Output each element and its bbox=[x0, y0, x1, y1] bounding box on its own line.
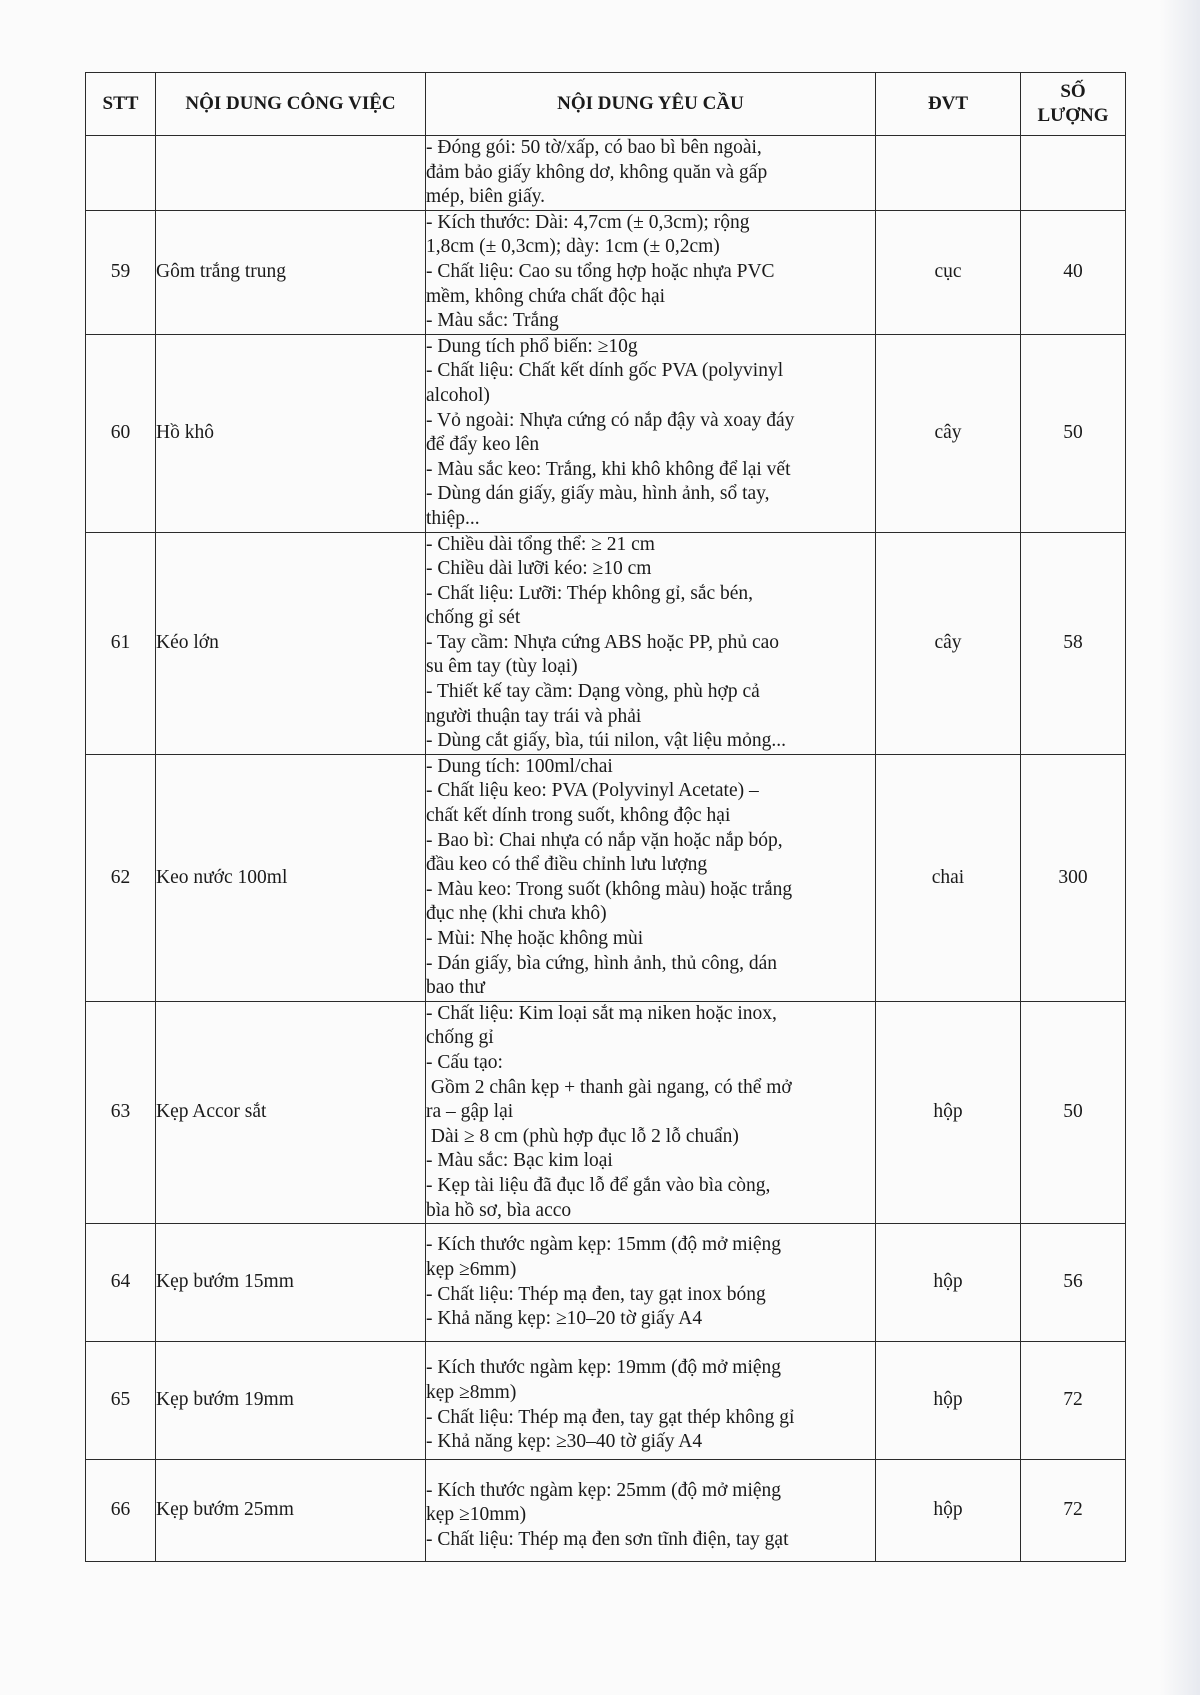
row-unit: chai bbox=[876, 754, 1021, 1001]
requirement-line: - Chiều dài lưỡi kéo: ≥10 cm bbox=[426, 558, 652, 580]
header-unit: ĐVT bbox=[876, 73, 1021, 136]
requirement-line: - Khả năng kẹp: ≥10–20 tờ giấy A4 bbox=[426, 1308, 703, 1330]
requirement-line: chống gỉ sét bbox=[426, 607, 521, 629]
requirement-line: - Chất liệu: Cao su tổng hợp hoặc nhựa PVC bbox=[426, 260, 775, 282]
requirement-line: - Kẹp tài liệu đã đục lỗ để gắn vào bìa còng, bbox=[426, 1174, 771, 1196]
row-quantity: 58 bbox=[1021, 532, 1126, 754]
table-row bbox=[86, 334, 1126, 532]
requirement-line: - Vỏ ngoài: Nhựa cứng có nắp đậy và xoay đáy bbox=[426, 409, 795, 431]
requirement-line: kẹp ≥10mm) bbox=[426, 1504, 527, 1526]
row-requirements bbox=[426, 1460, 876, 1562]
row-task-name: Hồ khô bbox=[156, 334, 426, 532]
row-requirements bbox=[426, 136, 876, 211]
row-quantity: 56 bbox=[1021, 1224, 1126, 1342]
row-number: 61 bbox=[86, 532, 156, 754]
requirement-line: - Tay cầm: Nhựa cứng ABS hoặc PP, phủ cao bbox=[426, 631, 780, 653]
row-unit: hộp bbox=[876, 1342, 1021, 1460]
requirement-line: - Kích thước ngàm kẹp: 19mm (độ mở miệng bbox=[426, 1357, 782, 1379]
row-task-name: Keo nước 100ml bbox=[156, 754, 426, 1001]
row-requirements bbox=[426, 1001, 876, 1223]
requirement-line: chất kết dính trong suốt, không độc hại bbox=[426, 805, 731, 827]
row-requirements bbox=[426, 532, 876, 754]
requirement-line: - Màu sắc keo: Trắng, khi khô không để lại vết bbox=[426, 458, 791, 480]
row-number: 64 bbox=[86, 1224, 156, 1342]
requirement-line: chống gỉ bbox=[426, 1027, 494, 1049]
requirement-line: đầu keo có thể điều chỉnh lưu lượng bbox=[426, 854, 708, 876]
row-unit: hộp bbox=[876, 1460, 1021, 1562]
row-unit bbox=[876, 136, 1021, 211]
header-quantity-line1: SỐ bbox=[1060, 81, 1086, 102]
specification-table bbox=[85, 72, 1126, 1562]
requirement-line: - Dung tích phổ biến: ≥10g bbox=[426, 335, 638, 357]
header-quantity bbox=[1021, 73, 1126, 136]
requirement-line: để đẩy keo lên bbox=[426, 434, 540, 456]
row-requirements bbox=[426, 1342, 876, 1460]
row-unit: hộp bbox=[876, 1001, 1021, 1223]
row-number: 66 bbox=[86, 1460, 156, 1562]
row-quantity: 72 bbox=[1021, 1460, 1126, 1562]
requirement-line: - Màu keo: Trong suốt (không màu) hoặc trắng bbox=[426, 878, 793, 900]
requirement-line: - Cấu tạo: bbox=[426, 1051, 503, 1073]
row-quantity: 50 bbox=[1021, 334, 1126, 532]
requirement-line: ra – gập lại bbox=[426, 1101, 514, 1123]
requirement-line: Dài ≥ 8 cm (phù hợp đục lỗ 2 lỗ chuẩn) bbox=[426, 1125, 739, 1147]
requirement-line: su êm tay (tùy loại) bbox=[426, 656, 578, 678]
row-requirements bbox=[426, 754, 876, 1001]
table-header-row bbox=[86, 73, 1126, 136]
row-task-name: Kẹp bướm 19mm bbox=[156, 1342, 426, 1460]
row-number bbox=[86, 136, 156, 211]
requirement-line: đục nhẹ (khi chưa khô) bbox=[426, 903, 607, 925]
row-number: 60 bbox=[86, 334, 156, 532]
requirement-line: - Đóng gói: 50 tờ/xấp, có bao bì bên ngoài, bbox=[426, 137, 762, 158]
requirement-spacer bbox=[426, 1469, 875, 1479]
table-row bbox=[86, 1342, 1126, 1460]
row-task-name: Kẹp Accor sắt bbox=[156, 1001, 426, 1223]
requirement-line: - Thiết kế tay cầm: Dạng vòng, phù hợp cả bbox=[426, 681, 760, 703]
row-requirements bbox=[426, 334, 876, 532]
requirement-line: 1,8cm (± 0,3cm); dày: 1cm (± 0,2cm) bbox=[426, 236, 720, 258]
requirement-spacer bbox=[426, 1346, 875, 1356]
table-row bbox=[86, 532, 1126, 754]
requirement-line: - Màu sắc: Trắng bbox=[426, 310, 559, 332]
header-quantity-line2: LƯỢNG bbox=[1037, 105, 1109, 126]
row-requirements bbox=[426, 210, 876, 334]
requirement-line: - Chất liệu: Thép mạ đen sơn tĩnh điện, tay gạt bbox=[426, 1528, 789, 1550]
requirement-line: - Dán giấy, bìa cứng, hình ảnh, thủ công, dán bbox=[426, 952, 778, 974]
requirement-line: - Kích thước ngàm kẹp: 15mm (độ mở miệng bbox=[426, 1234, 782, 1256]
page-edge-shade bbox=[1160, 0, 1200, 1695]
row-unit: cục bbox=[876, 210, 1021, 334]
row-number: 63 bbox=[86, 1001, 156, 1223]
table-row bbox=[86, 1460, 1126, 1562]
row-task-name: Kẹp bướm 25mm bbox=[156, 1460, 426, 1562]
requirement-line: kẹp ≥8mm) bbox=[426, 1382, 517, 1404]
row-quantity: 50 bbox=[1021, 1001, 1126, 1223]
requirement-line: mềm, không chứa chất độc hại bbox=[426, 285, 666, 307]
row-task-name bbox=[156, 136, 426, 211]
row-quantity: 72 bbox=[1021, 1342, 1126, 1460]
row-quantity bbox=[1021, 136, 1126, 211]
table-row bbox=[86, 210, 1126, 334]
requirement-line: bao thư bbox=[426, 977, 485, 999]
table-row bbox=[86, 1001, 1126, 1223]
requirement-line: - Chất liệu: Kim loại sắt mạ niken hoặc inox, bbox=[426, 1002, 777, 1024]
header-requirement: NỘI DUNG YÊU CẦU bbox=[426, 73, 876, 136]
requirement-line: - Chất liệu: Thép mạ đen, tay gạt inox bóng bbox=[426, 1283, 766, 1305]
table-row bbox=[86, 136, 1126, 211]
requirement-line: - Chất liệu keo: PVA (Polyvinyl Acetate) – bbox=[426, 780, 759, 802]
requirement-line: - Bao bì: Chai nhựa có nắp vặn hoặc nắp bóp, bbox=[426, 829, 783, 851]
requirement-line: - Dung tích: 100ml/chai bbox=[426, 755, 613, 777]
row-quantity: 300 bbox=[1021, 754, 1126, 1001]
requirement-line: Gồm 2 chân kẹp + thanh gài ngang, có thể mở bbox=[426, 1076, 792, 1098]
row-task-name: Kéo lớn bbox=[156, 532, 426, 754]
requirement-line: - Chất liệu: Thép mạ đen, tay gạt thép không gỉ bbox=[426, 1406, 795, 1428]
requirement-line: - Chiều dài tổng thể: ≥ 21 cm bbox=[426, 533, 655, 555]
row-unit: cây bbox=[876, 532, 1021, 754]
requirement-line: thiệp... bbox=[426, 507, 480, 529]
requirement-line: bìa hồ sơ, bìa acco bbox=[426, 1199, 572, 1221]
requirement-line: người thuận tay trái và phải bbox=[426, 705, 642, 727]
header-task: NỘI DUNG CÔNG VIỆC bbox=[156, 73, 426, 136]
row-requirements bbox=[426, 1224, 876, 1342]
row-number: 59 bbox=[86, 210, 156, 334]
row-unit: cây bbox=[876, 334, 1021, 532]
row-quantity: 40 bbox=[1021, 210, 1126, 334]
requirement-line: đảm bảo giấy không dơ, không quăn và gấp bbox=[426, 161, 768, 183]
header-stt: STT bbox=[86, 73, 156, 136]
row-task-name: Gôm trắng trung bbox=[156, 210, 426, 334]
requirement-line: mép, biên giấy. bbox=[426, 186, 545, 208]
row-unit: hộp bbox=[876, 1224, 1021, 1342]
table-row bbox=[86, 754, 1126, 1001]
requirement-line: - Dùng dán giấy, giấy màu, hình ảnh, sổ tay, bbox=[426, 483, 770, 505]
requirement-line: - Chất liệu: Chất kết dính gốc PVA (polyvinyl bbox=[426, 360, 784, 382]
requirement-line: - Chất liệu: Lưỡi: Thép không gỉ, sắc bén, bbox=[426, 582, 754, 604]
requirement-line: - Khả năng kẹp: ≥30–40 tờ giấy A4 bbox=[426, 1431, 703, 1453]
requirement-line: - Kích thước ngàm kẹp: 25mm (độ mở miệng bbox=[426, 1479, 782, 1501]
row-number: 65 bbox=[86, 1342, 156, 1460]
requirement-line: - Mùi: Nhẹ hoặc không mùi bbox=[426, 928, 644, 949]
requirement-line: alcohol) bbox=[426, 384, 490, 406]
requirement-line: - Màu sắc: Bạc kim loại bbox=[426, 1150, 613, 1172]
row-number: 62 bbox=[86, 754, 156, 1001]
row-task-name: Kẹp bướm 15mm bbox=[156, 1224, 426, 1342]
requirement-line: - Kích thước: Dài: 4,7cm (± 0,3cm); rộng bbox=[426, 211, 750, 233]
requirement-line: kẹp ≥6mm) bbox=[426, 1259, 517, 1281]
table-body bbox=[86, 136, 1126, 1562]
requirement-line: - Dùng cắt giấy, bìa, túi nilon, vật liệu mỏng... bbox=[426, 730, 786, 752]
table-row bbox=[86, 1224, 1126, 1342]
